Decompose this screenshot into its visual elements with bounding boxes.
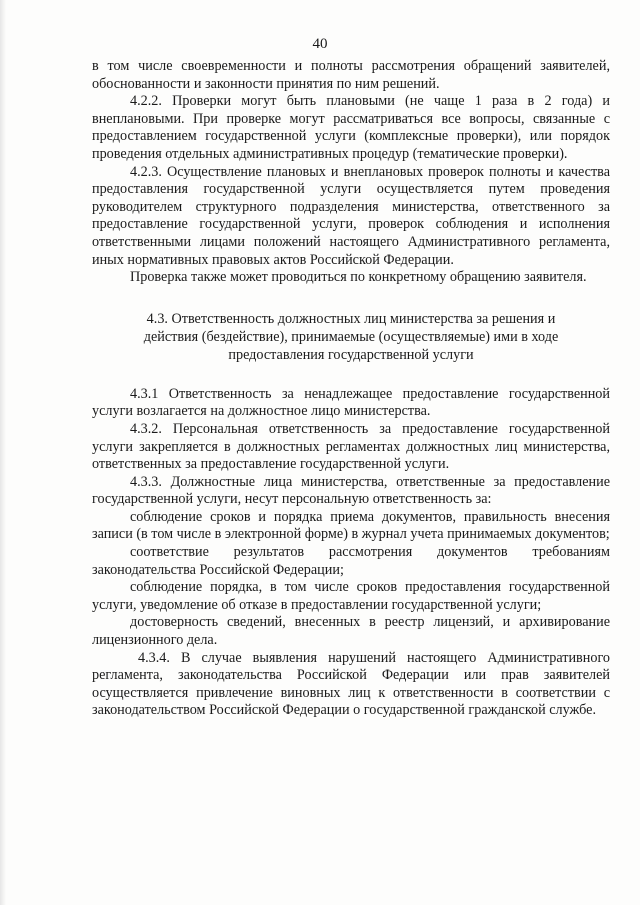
page-number: 40: [312, 36, 328, 52]
section-heading-line: предоставления государственной услуги: [228, 346, 474, 363]
paragraph: достоверность сведений, внесенных в реестр лицензий, и архивирование лицензионного дела.: [92, 614, 610, 649]
paragraph: в том числе своевременности и полноты рассмотрения обращений заявителей, обоснованности и законности принятия по ним решений.: [92, 58, 610, 92]
document-body: [92, 58, 610, 720]
paragraph: 4.3.1 Ответственность за ненадлежащее предоставление государственной услуги возлагается на должностное лицо министерства.: [92, 385, 610, 420]
paragraph: соблюдение порядка, в том числе сроков предоставления государственной услуги, уведомление об отказе в предоставлении государственной услуги;: [92, 579, 610, 613]
section-heading-line: действия (бездействие), принимаемые (осуществляемые) ими в ходе: [143, 328, 559, 345]
paragraph: 4.3.2. Персональная ответственность за предоставление государственной услуги закрепляется в должностных регламентах должностных лиц министерства, ответственных за предоставление государственной услуги.: [92, 420, 610, 473]
paragraph: соблюдение сроков и порядка приема документов, правильность внесения записи (в том числе в электронной форме) в журнал учета принимаемых документов;: [92, 508, 610, 543]
section-heading-line: 4.3. Ответственность должностных лиц министерства за решения и: [146, 310, 556, 327]
paragraph: 4.3.3. Должностные лица министерства, ответственные за предоставление государственной услуги, несут персональную ответственность за:: [92, 473, 610, 508]
paragraph: 4.2.3. Осуществление плановых и внеплановых проверок полноты и качества предоставления государственной услуги осуществляется путем проведения руководителем структурного подразделения министерства, ответственного за предоставление государственной услуги, проверок соблюдения и исполнения ответственными лицами положений настоящего Административного регламента, иных нормативных правовых актов Российской Федерации.: [92, 163, 610, 268]
paragraph: соответствие результатов рассмотрения документов требованиям законодательства Российской Федерации;: [92, 544, 610, 578]
paragraph: 4.3.4. В случае выявления нарушений настоящего Административного регламента, законодательства Российской Федерации или прав заявителей осуществляется привлечение виновных лиц к ответственности в соответствии с законодательством Российской Федерации о государственной гражданской службе.: [92, 649, 610, 719]
paragraph: Проверка также может проводиться по конкретному обращению заявителя.: [130, 269, 587, 286]
section-heading: [92, 310, 610, 364]
paragraph: 4.2.2. Проверки могут быть плановыми (не чаще 1 раза в 2 года) и внеплановыми. При проверке могут рассматриваться все вопросы, связанные с предоставлением государственной услуги (комплексные проверки), или порядок проведения отдельных административных процедур (тематические проверки).: [92, 93, 610, 162]
